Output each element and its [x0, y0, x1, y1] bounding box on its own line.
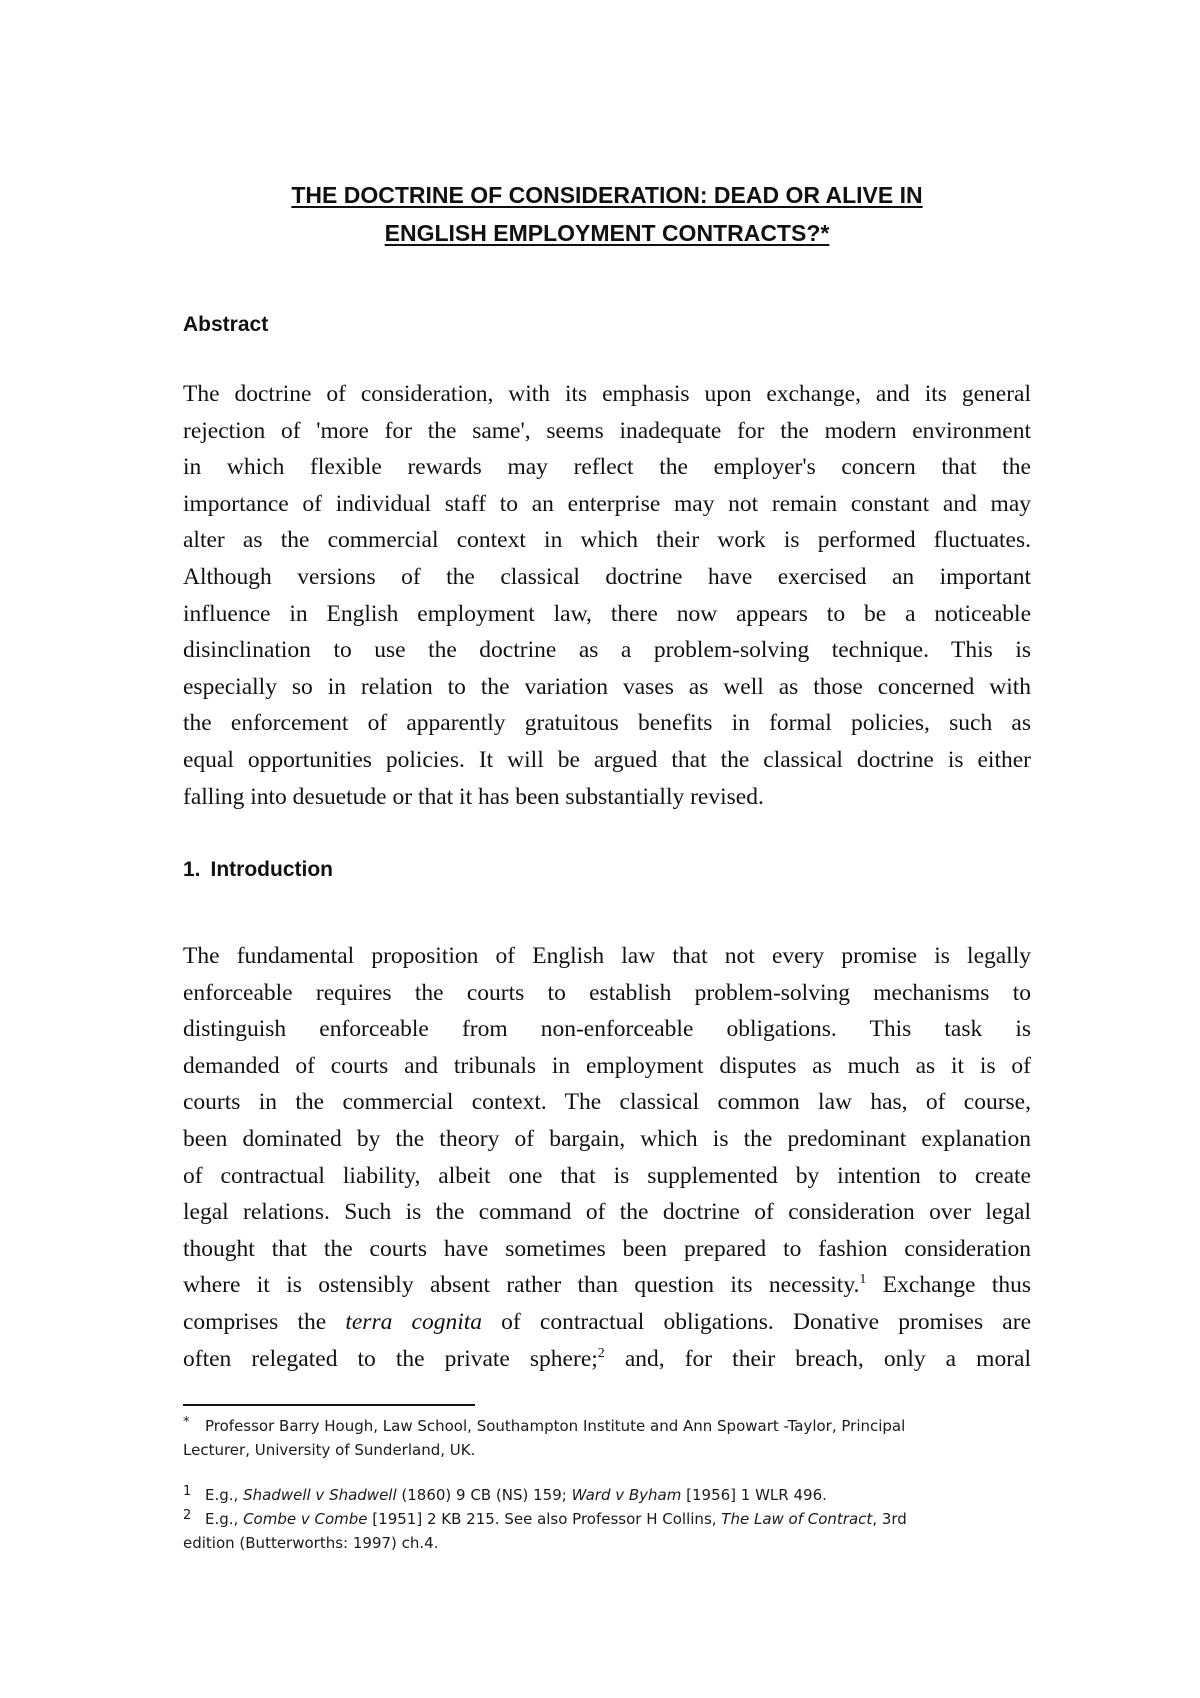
case-name: Ward v Byham — [571, 1486, 682, 1504]
intro-line: demanded of courts and tribunals in employment disputes as much as it is of — [183, 1052, 1031, 1079]
footnote-mark: 1 — [183, 1484, 192, 1499]
italic-term: terra cognita — [345, 1308, 483, 1335]
case-name: Shadwell v Shadwell — [243, 1486, 397, 1504]
intro-text: often relegated to the private sphere; — [183, 1345, 598, 1372]
introduction-heading — [183, 858, 333, 882]
footnote-text: edition (Butterworths: 1997) ch.4. — [183, 1534, 439, 1552]
intro-line — [183, 1341, 1031, 1378]
abstract-line: Although versions of the classical doctrine have exercised an important — [183, 563, 1031, 590]
footnote-text: (1860) 9 CB (NS) 159; — [396, 1486, 572, 1504]
abstract-line: falling into desuetude or that it has been substantially revised. — [183, 783, 764, 810]
footnote-text: [1956] 1 WLR 496. — [681, 1486, 827, 1504]
footnote-text: Professor Barry Hough, Law School, Southampton Institute and Ann Spowart -Taylor, Principal — [205, 1417, 906, 1435]
abstract-line: rejection of 'more for the same', seems inadequate for the modern environment — [183, 417, 1031, 444]
footnote-reference-1[interactable]: 1 — [859, 1272, 867, 1288]
abstract-line: especially so in relation to the variation vases as well as those concerned with — [183, 673, 1031, 700]
footnote-mark: * — [183, 1415, 190, 1430]
title-line-2: ENGLISH EMPLOYMENT CONTRACTS?* — [384, 220, 830, 246]
footnote-text: E.g., — [205, 1486, 244, 1504]
intro-line: distinguish enforceable from non-enforceable obligations. This task is — [183, 1016, 1031, 1043]
footnote-reference-2[interactable]: 2 — [597, 1345, 605, 1361]
paper-title — [183, 176, 1031, 252]
introduction-paragraph — [183, 938, 1031, 1377]
intro-line: been dominated by the theory of bargain, which is the predominant explanation — [183, 1125, 1031, 1152]
intro-text: of contractual obligations. Donative promises are — [482, 1308, 1031, 1335]
intro-line — [183, 1304, 1031, 1341]
abstract-heading: Abstract — [183, 313, 269, 336]
footnote-mark: 2 — [183, 1508, 192, 1523]
intro-line: courts in the commercial context. The classical common law has, of course, — [183, 1089, 1031, 1116]
section-title: Introduction — [210, 858, 333, 881]
abstract-line: influence in English employment law, there now appears to be a noticeable — [183, 600, 1031, 627]
abstract-paragraph — [183, 376, 1031, 815]
intro-line: The fundamental proposition of English law that not every promise is legally — [183, 943, 1031, 969]
footnote-text: E.g., — [205, 1510, 244, 1528]
footnote-text: , 3rd — [872, 1510, 907, 1528]
intro-text: where it is ostensibly absent rather than question its necessity. — [183, 1272, 860, 1299]
case-name: Combe v Combe — [243, 1510, 368, 1528]
intro-line: enforceable requires the courts to establish problem-solving mechanisms to — [183, 979, 1031, 1006]
abstract-line: the enforcement of apparently gratuitous benefits in formal policies, such as — [183, 710, 1031, 737]
section-number: 1. — [183, 858, 201, 881]
intro-line — [183, 1267, 1031, 1304]
footnote-text: [1951] 2 KB 215. See also Professor H Collins, — [367, 1510, 722, 1528]
intro-line: of contractual liability, albeit one that is supplemented by intention to create — [183, 1162, 1031, 1189]
abstract-line: disinclination to use the doctrine as a problem-solving technique. This is — [183, 637, 1031, 664]
abstract-line: in which flexible rewards may reflect the employer's concern that the — [183, 454, 1031, 481]
abstract-line: equal opportunities policies. It will be argued that the classical doctrine is either — [183, 746, 1031, 773]
abstract-line: The doctrine of consideration, with its emphasis upon exchange, and its general — [183, 381, 1031, 407]
intro-line: legal relations. Such is the command of the doctrine of consideration over legal — [183, 1199, 1031, 1226]
footnote-2 — [183, 1507, 1031, 1555]
abstract-line: importance of individual staff to an enterprise may not remain constant and may — [183, 490, 1031, 517]
book-title: The Law of Contract — [721, 1510, 873, 1528]
footnote-divider — [183, 1404, 475, 1406]
footnote-text: Lecturer, University of Sunderland, UK. — [183, 1441, 476, 1459]
title-line-1: THE DOCTRINE OF CONSIDERATION: DEAD OR ALIVE IN — [291, 182, 923, 208]
intro-line: thought that the courts have sometimes been prepared to fashion consideration — [183, 1235, 1031, 1262]
intro-text: and, for their breach, only a moral — [604, 1345, 1031, 1372]
intro-text: comprises the — [183, 1308, 346, 1335]
footnote-author — [183, 1414, 1031, 1462]
abstract-line: alter as the commercial context in which their work is performed fluctuates. — [183, 527, 1031, 554]
footnote-1 — [183, 1483, 1031, 1507]
intro-text: Exchange thus — [866, 1272, 1031, 1299]
